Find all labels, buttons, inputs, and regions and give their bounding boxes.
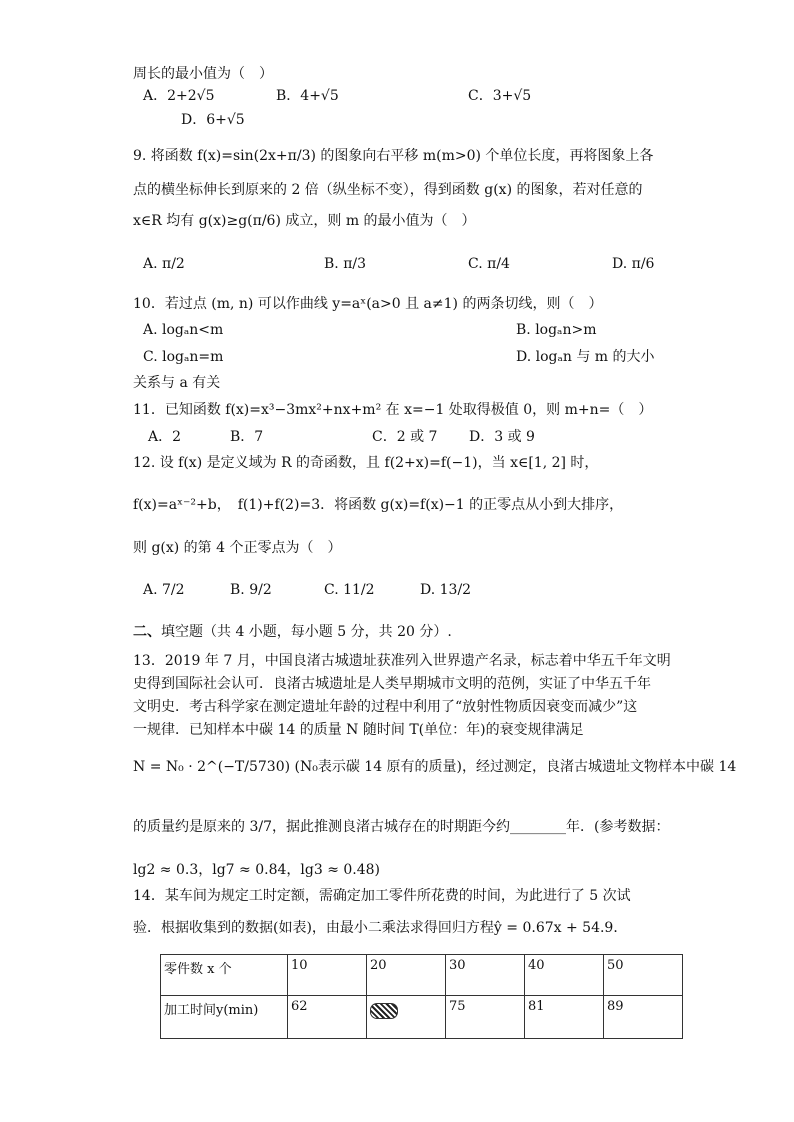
q13-line-5: N = N₀ · 2^(−T/5730) (N₀表示碳 14 原有的质量)，经过测定，良渚古城遗址文物样本中碳 14 (133, 759, 737, 775)
table-row (161, 955, 683, 996)
table-cell: 89 (604, 996, 683, 1039)
q9-option-a: A. π/2 (143, 256, 185, 272)
q13-reference-data: lg2 ≈ 0.3，lg7 ≈ 0.84，lg3 ≈ 0.48) (133, 862, 381, 878)
q13-line-6: 的质量约是原来的 3/7，据此推测良渚古城存在的时期距今约________年．(参考数据： (133, 819, 670, 835)
q12-option-c: C. 11/2 (324, 582, 375, 598)
q8-stem-tail: 周长的最小值为（ ） (133, 66, 273, 82)
q9-line-1: 9. 将函数 f(x)=sin(2x+π/3) 的图象向右平移 m(m>0) 个单位长度，再将图象上各 (133, 148, 654, 164)
q13-line-1: 13．2019 年 7 月，中国良渚古城遗址获准列入世界遗产名录，标志着中华五千年文明 (133, 653, 671, 669)
section-title: 填空题（共 4 小题，每小题 5 分，共 20 分）. (161, 624, 452, 640)
q12-line-3: 则 g(x) 的第 4 个正零点为（ ） (133, 540, 342, 556)
q8-option-a: A．2+2√5 (143, 88, 215, 104)
q8-option-b: B．4+√5 (276, 88, 339, 104)
q11-option-c: C．2 或 7 (372, 429, 438, 445)
q10-option-d-continuation: 关系与 a 有关 (133, 375, 221, 391)
q14-line-2: 验．根据收集到的数据(如表)，由最小二乘法求得回归方程ŷ = 0.67x + 54.9． (133, 920, 628, 936)
table-cell: 75 (446, 996, 525, 1039)
q9-option-b: B. π/3 (324, 256, 367, 272)
q11-stem: 11．已知函数 f(x)=x³−3mx²+nx+m² 在 x=−1 处取得极值 0，则 m+n=（ ） (133, 402, 653, 418)
q10-option-c: C. logₐn=m (143, 349, 224, 365)
q9-line-3: x∈R 均有 g(x)≥g(π/6) 成立，则 m 的最小值为（ ） (133, 213, 476, 229)
q9-line-2: 点的横坐标伸长到原来的 2 倍（纵坐标不变），得到函数 g(x) 的图象，若对任意的 (133, 182, 643, 198)
table-cell-obscured (367, 996, 446, 1039)
q11-option-d: D．3 或 9 (469, 429, 535, 445)
table-header-cell: 零件数 x 个 (161, 955, 288, 996)
ink-blot-icon (370, 1003, 398, 1019)
q10-option-d: D. logₐn 与 m 的大小 (516, 349, 655, 365)
table-cell: 30 (446, 955, 525, 996)
table-cell: 62 (288, 996, 367, 1039)
table-header-cell: 加工时间y(min) (161, 996, 288, 1039)
q10-stem: 10．若过点 (m, n) 可以作曲线 y=aˣ(a>0 且 a≠1) 的两条切线，则（ ） (133, 296, 603, 312)
q8-option-d: D．6+√5 (181, 112, 245, 128)
table-cell: 50 (604, 955, 683, 996)
q14-line-1: 14．某车间为规定工时定额，需确定加工零件所花费的时间，为此进行了 5 次试 (133, 888, 631, 904)
q12-line-2: f(x)=aˣ⁻²+b， f(1)+f(2)=3．将函数 g(x)=f(x)−1 的正零点从小到大排序， (133, 497, 624, 513)
table-cell: 10 (288, 955, 367, 996)
data-table (160, 954, 683, 1039)
section-heading (133, 622, 452, 642)
q9-option-d: D. π/6 (612, 256, 655, 272)
q10-option-a: A. logₐn<m (143, 322, 224, 338)
table-row (161, 996, 683, 1039)
q13-line-2: 史得到国际社会认可．良渚古城遗址是人类早期城市文明的范例，实证了中华五千年 (133, 676, 651, 692)
q12-option-b: B. 9/2 (230, 582, 272, 598)
q11-option-a: A．2 (148, 429, 182, 445)
q12-line-1: 12. 设 f(x) 是定义域为 R 的奇函数，且 f(2+x)=f(−1)，当 x∈[1, 2] 时， (133, 455, 599, 471)
table-cell: 40 (525, 955, 604, 996)
q13-line-4: 一规律．已知样本中碳 14 的质量 N 随时间 T(单位：年)的衰变规律满足 (133, 722, 584, 738)
q8-option-c: C．3+√5 (468, 88, 532, 104)
q11-option-b: B．7 (230, 429, 264, 445)
q13-line-3: 文明史．考古科学家在测定遗址年龄的过程中利用了“放射性物质因衰变而减少”这 (133, 699, 638, 715)
table-cell: 81 (525, 996, 604, 1039)
q12-option-d: D. 13/2 (420, 582, 472, 598)
q9-option-c: C. π/4 (468, 256, 510, 272)
table-cell: 20 (367, 955, 446, 996)
q10-option-b: B. logₐn>m (516, 322, 597, 338)
section-number: 二、 (133, 624, 161, 640)
q12-option-a: A. 7/2 (143, 582, 185, 598)
